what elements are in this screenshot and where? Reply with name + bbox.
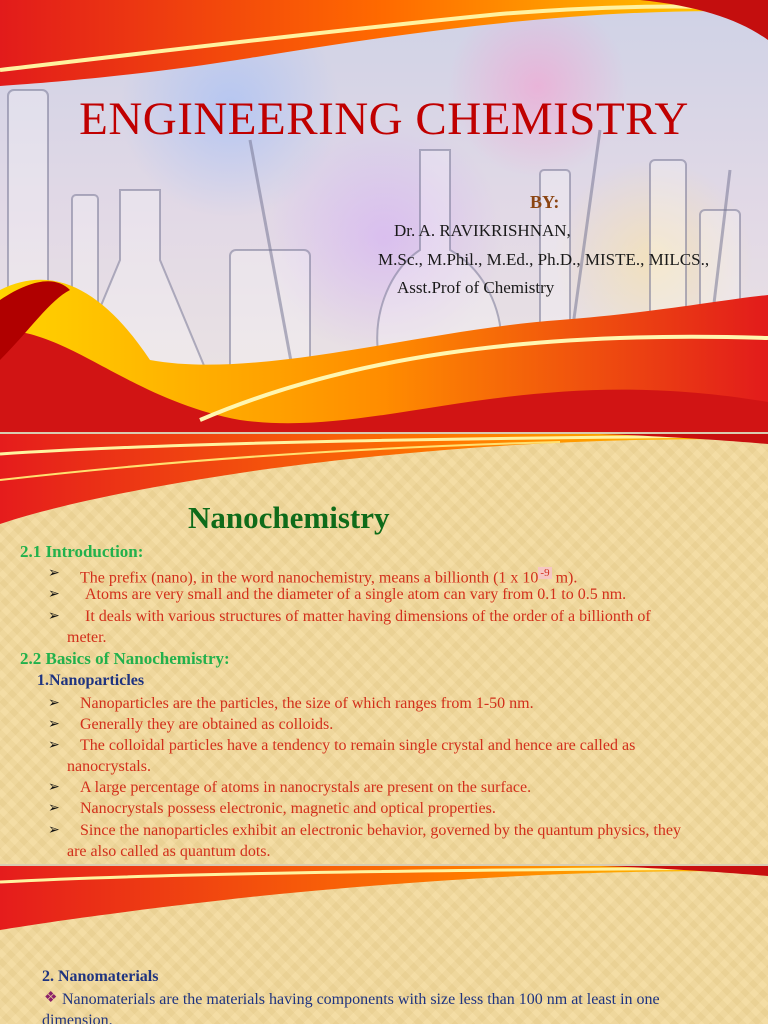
title-slide [0, 0, 768, 432]
arrowhead-bullet-icon: ➢ [48, 738, 60, 753]
list-item: ➢ A large percentage of atoms in nanocrystals are present on the surface. [48, 779, 532, 796]
arrowhead-bullet-icon: ➢ [48, 823, 60, 838]
arrowhead-bullet-icon: ➢ [48, 717, 60, 732]
list-item: ➢ Nanoparticles are the particles, the size of which ranges from 1-50 nm. [48, 695, 534, 712]
list-item: ➢ It deals with various structures of matter having dimensions of the order of a billionth of meter. [48, 608, 651, 646]
author-degrees: M.Sc., M.Phil., M.Ed., Ph.D., MISTE., MILCS., [378, 250, 710, 269]
subsection-nanoparticles: 1.Nanoparticles [37, 672, 145, 689]
subsection-nanomaterials: 2. Nanomaterials [42, 968, 159, 985]
content-slide-nanomaterials [0, 866, 768, 1024]
section-introduction: 2.1 Introduction: [20, 542, 144, 561]
arrowhead-bullet-icon: ➢ [48, 609, 60, 624]
top-wave-decoration [0, 0, 768, 432]
section-basics: 2.2 Basics of Nanochemistry: [20, 649, 230, 668]
diamond-bullet-icon: ❖ [44, 990, 58, 1006]
list-item: ➢ Atoms are very small and the diameter of a single atom can vary from 0.1 to 0.5 nm. [48, 586, 627, 603]
arrowhead-bullet-icon: ➢ [48, 566, 60, 581]
author-position: Asst.Prof of Chemistry [397, 278, 555, 297]
list-item: ➢ Since the nanoparticles exhibit an electronic behavior, governed by the quantum physics, they are also called as quantum dots. [48, 822, 681, 860]
list-item: Nanomaterials are the materials having components with size less than 100 nm at least in one dimension. [42, 991, 660, 1024]
slide-heading: Nanochemistry [188, 500, 390, 535]
list-item: ➢ Nanocrystals possess electronic, magnetic and optical properties. [48, 800, 496, 817]
presentation-title: ENGINEERING CHEMISTRY [79, 93, 689, 145]
arrowhead-bullet-icon: ➢ [48, 696, 60, 711]
by-label: BY: [530, 192, 560, 212]
list-item: ➢ Generally they are obtained as colloids. [48, 716, 334, 733]
content-slide-nanochemistry [0, 434, 768, 864]
list-item: ➢ The prefix (nano), in the word nanochemistry, means a billionth (1 x 10 $^{-9}$ m). [48, 563, 748, 588]
arrowhead-bullet-icon: ➢ [48, 780, 60, 795]
author-name: Dr. A. RAVIKRISHNAN, [394, 221, 571, 240]
arrowhead-bullet-icon: ➢ [48, 587, 60, 602]
slide-wave-decoration [0, 866, 768, 930]
arrowhead-bullet-icon: ➢ [48, 801, 60, 816]
list-item: ➢ The colloidal particles have a tendency to remain single crystal and hence are called as nanocrystals. [48, 737, 636, 775]
exponent: -9 [540, 567, 550, 579]
